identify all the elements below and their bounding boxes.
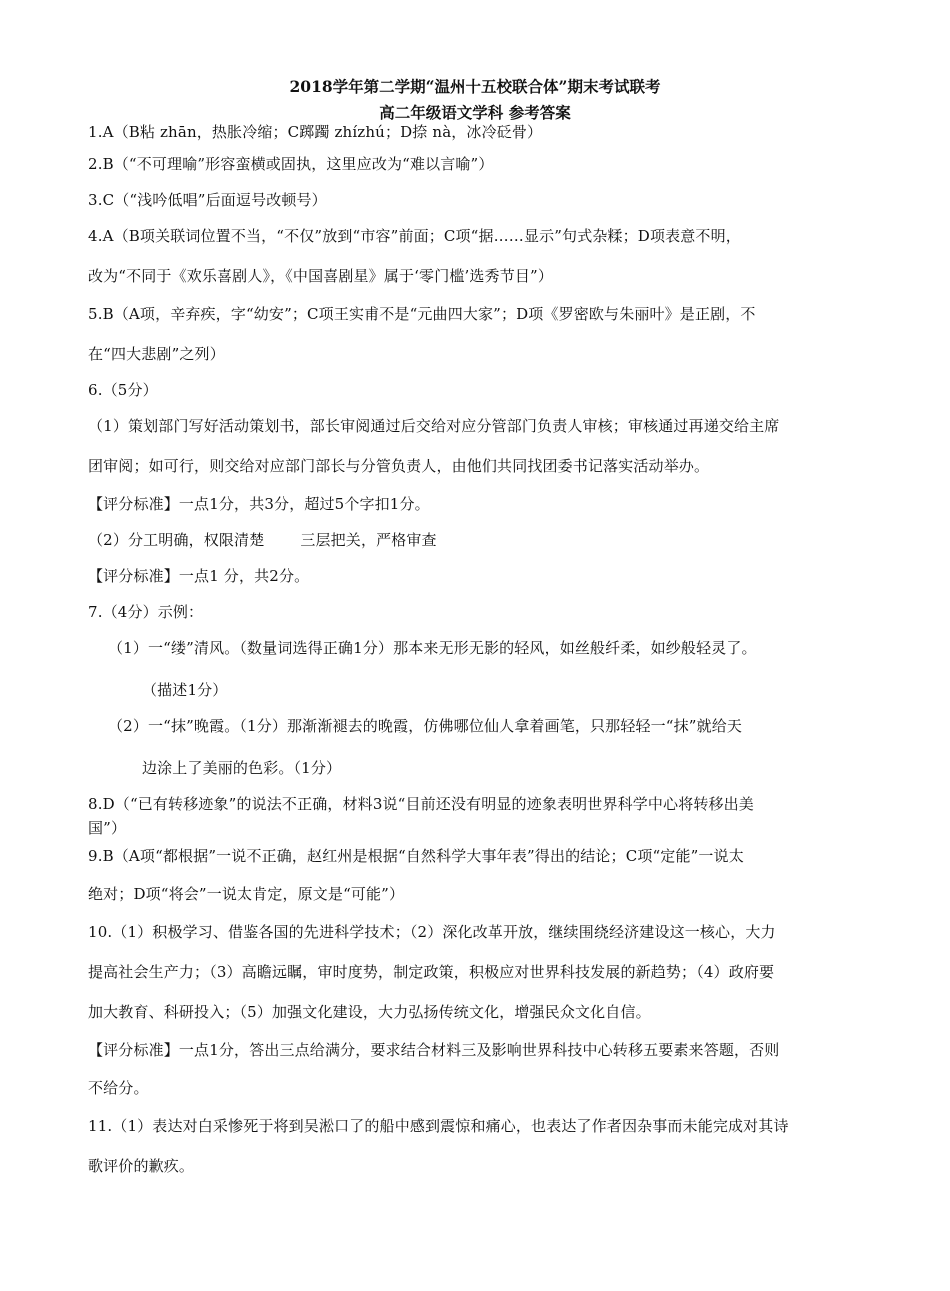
exam-subtitle: 高二年级语文学科 参考答案 (379, 103, 571, 122)
answer-4-line-2: 改为“不同于《欢乐喜剧人》，《中国喜剧星》属于‘零门槛’选秀节目”） (88, 267, 553, 285)
answer-10-line-3: 加大教育、科研投入；（5）加强文化建设，大力弘扬传统文化，增强民众文化自信。 (88, 1003, 651, 1021)
answer-1: 1.A（B粘 zhān，热胀冷缩；C踯躅 zhízhú；D捺 nà，冰冷砭骨） (88, 123, 543, 141)
answer-6-1-line-2: 团审阅；如可行，则交给对应部门部长与分管负责人，由他们共同找团委书记落实活动举办。 (88, 457, 710, 475)
answer-8-line-2: 国”） (88, 819, 127, 837)
exam-title: 2018学年第二学期“温州十五校联合体”期末考试联考 (289, 77, 661, 96)
answer-11-line-2: 歌评价的歉疚。 (88, 1157, 195, 1175)
answer-9-line-2: 绝对；D项“将会”一说太肯定，原文是“可能”） (88, 885, 405, 903)
scoring-standard-6-1: 【评分标准】一点1分，共3分，超过5个字扣1分。 (88, 495, 430, 513)
answer-6-2-point-1: （2）分工明确，权限清楚 (88, 531, 265, 549)
answer-7-2-line-1: （2）一“抹”晚霞。（1分）那渐渐褪去的晚霞，仿佛哪位仙人拿着画笔，只那轻轻一“抹”就给天 (108, 717, 743, 735)
answer-7-1-note: （描述1分） (142, 681, 228, 699)
answer-3: 3.C（“浅吟低唱”后面逗号改顿号） (88, 191, 327, 209)
answer-7-1: （1）一“缕”清风。（数量词选得正确1分）那本来无形无影的轻风，如丝般纤柔，如纱般轻灵了。 (108, 639, 757, 657)
answer-6-heading: 6.（5分） (88, 381, 158, 399)
answer-11-line-1: 11.（1）表达对白采惨死于将到吴淞口了的船中感到震惊和痛心，也表达了作者因杂事而未能完成对其诗 (88, 1117, 789, 1135)
answer-5-line-2: 在“四大悲剧”之列） (88, 345, 225, 363)
answer-2: 2.B（“不可理喻”形容蛮横或固执，这里应改为“难以言喻”） (88, 155, 494, 173)
answer-10-line-2: 提高社会生产力；（3）高瞻远瞩，审时度势，制定政策，积极应对世界科技发展的新趋势；（4）政府要 (88, 963, 775, 981)
answer-8-line-1: 8.D（“已有转移迹象”的说法不正确，材料3说“目前还没有明显的迹象表明世界科学中心将转移出美 (88, 795, 754, 813)
answer-6-2-point-2: 三层把关，严格审查 (300, 531, 437, 549)
answer-7-2-line-2: 边涂上了美丽的色彩。（1分） (142, 759, 342, 777)
answer-4-line-1: 4.A（B项关联词位置不当，“不仅”放到“市容”前面；C项“据……显示”句式杂糅；D项表意不明， (88, 227, 741, 245)
scoring-standard-10-line-1: 【评分标准】一点1分，答出三点给满分，要求结合材料三及影响世界科技中心转移五要素来答题，否则 (88, 1041, 780, 1059)
answer-6-1-line-1: （1）策划部门写好活动策划书，部长审阅通过后交给对应分管部门负责人审核；审核通过再递交给主席 (88, 417, 780, 435)
answer-6-2 (88, 529, 437, 550)
answer-9-line-1: 9.B（A项“都根据”一说不正确，赵红州是根据“自然科学大事年表”得出的结论；C项“定能”一说太 (88, 847, 744, 865)
scoring-standard-10-line-2: 不给分。 (88, 1079, 149, 1097)
answer-10-line-1: 10.（1）积极学习、借鉴各国的先进科学技术；（2）深化改革开放，继续围绕经济建设这一核心，大力 (88, 923, 776, 941)
answer-7-heading: 7.（4分）示例： (88, 603, 204, 621)
scoring-standard-6-2: 【评分标准】一点1 分，共2分。 (88, 567, 310, 585)
answer-5-line-1: 5.B（A项，辛弃疾，字“幼安”；C项王实甫不是“元曲四大家”；D项《罗密欧与朱丽叶》是正剧，不 (88, 305, 756, 323)
